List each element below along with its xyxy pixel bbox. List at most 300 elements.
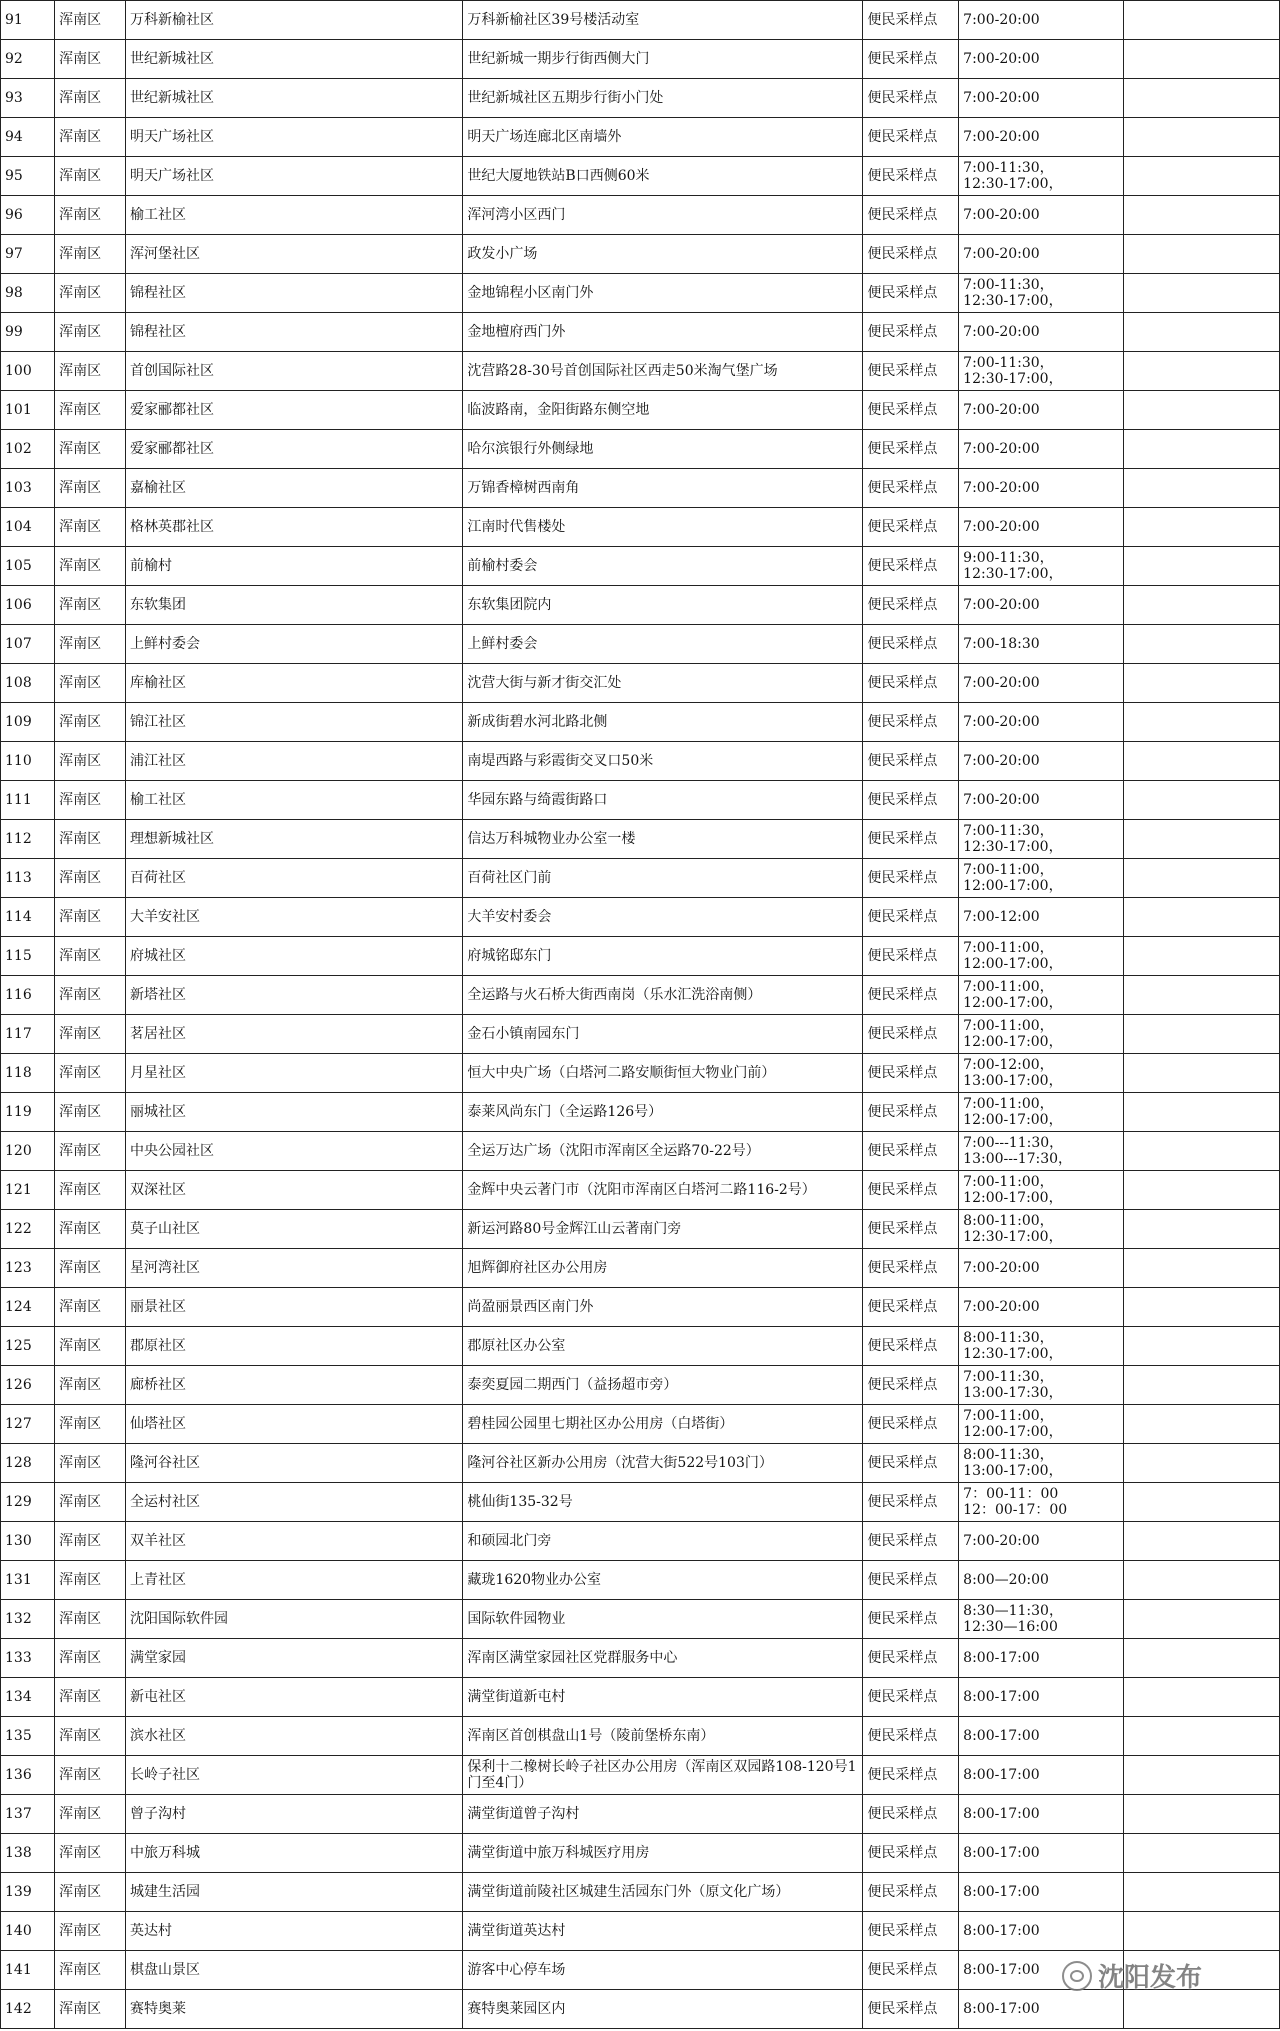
- row-number-cell: 139: [1, 1873, 55, 1912]
- community-cell: 世纪新城社区: [125, 79, 462, 118]
- district-cell: 浑南区: [55, 1756, 126, 1795]
- address-cell: 明天广场连廊北区南墙外: [463, 118, 863, 157]
- point-type-cell: 便民采样点: [863, 118, 959, 157]
- point-type-cell: 便民采样点: [863, 1171, 959, 1210]
- row-number-cell: 92: [1, 40, 55, 79]
- open-hours-cell: 8:00—20:00: [959, 1561, 1124, 1600]
- district-cell: 浑南区: [55, 430, 126, 469]
- remarks-cell: [1123, 1327, 1279, 1366]
- open-hours-cell: 7:00-20:00: [959, 1, 1124, 40]
- table-row: [1, 1015, 1280, 1054]
- table-row: [1, 1600, 1280, 1639]
- address-cell: 新成街碧水河北路北侧: [463, 703, 863, 742]
- row-number-cell: 105: [1, 547, 55, 586]
- open-hours-cell: 8:00-17:00: [959, 1834, 1124, 1873]
- open-hours-cell: 7:00-11:30， 12:30-17:00，: [959, 274, 1124, 313]
- open-hours-cell: 7:00-11:00， 12:00-17:00，: [959, 1015, 1124, 1054]
- row-number-cell: 140: [1, 1912, 55, 1951]
- community-cell: 锦江社区: [125, 703, 462, 742]
- open-hours-cell: 9:00-11:30， 12:30-17:00，: [959, 547, 1124, 586]
- district-cell: 浑南区: [55, 859, 126, 898]
- district-cell: 浑南区: [55, 625, 126, 664]
- remarks-cell: [1123, 1678, 1279, 1717]
- open-hours-cell: 7:00-20:00: [959, 235, 1124, 274]
- row-number-cell: 141: [1, 1951, 55, 1990]
- table-row: [1, 547, 1280, 586]
- district-cell: 浑南区: [55, 547, 126, 586]
- district-cell: 浑南区: [55, 898, 126, 937]
- district-cell: 浑南区: [55, 781, 126, 820]
- table-row: [1, 313, 1280, 352]
- watermark-text: 沈阳发布: [1098, 1963, 1203, 1993]
- point-type-cell: 便民采样点: [863, 1639, 959, 1678]
- table-row: [1, 1132, 1280, 1171]
- table-row: [1, 1366, 1280, 1405]
- row-number-cell: 116: [1, 976, 55, 1015]
- point-type-cell: 便民采样点: [863, 1210, 959, 1249]
- community-cell: 格林英郡社区: [125, 508, 462, 547]
- remarks-cell: [1123, 274, 1279, 313]
- district-cell: 浑南区: [55, 1951, 126, 1990]
- address-cell: 上鲜村委会: [463, 625, 863, 664]
- district-cell: 浑南区: [55, 1288, 126, 1327]
- address-cell: 隆河谷社区新办公用房（沈营大街522号103门）: [463, 1444, 863, 1483]
- community-cell: 上鲜村委会: [125, 625, 462, 664]
- community-cell: 万科新榆社区: [125, 1, 462, 40]
- district-cell: 浑南区: [55, 508, 126, 547]
- open-hours-cell: 7:00-11:00， 12:00-17:00，: [959, 1405, 1124, 1444]
- table-row: [1, 1756, 1280, 1795]
- community-cell: 棋盘山景区: [125, 1951, 462, 1990]
- address-cell: 世纪新城社区五期步行街小门处: [463, 79, 863, 118]
- remarks-cell: [1123, 1873, 1279, 1912]
- address-cell: 府城铭邸东门: [463, 937, 863, 976]
- row-number-cell: 134: [1, 1678, 55, 1717]
- community-cell: 满堂家园: [125, 1639, 462, 1678]
- row-number-cell: 142: [1, 1990, 55, 2029]
- address-cell: 满堂街道曾子沟村: [463, 1795, 863, 1834]
- table-row: [1, 235, 1280, 274]
- district-cell: 浑南区: [55, 313, 126, 352]
- point-type-cell: 便民采样点: [863, 1015, 959, 1054]
- row-number-cell: 124: [1, 1288, 55, 1327]
- district-cell: 浑南区: [55, 1171, 126, 1210]
- remarks-cell: [1123, 235, 1279, 274]
- open-hours-cell: 7:00-20:00: [959, 430, 1124, 469]
- community-cell: 新屯社区: [125, 1678, 462, 1717]
- district-cell: 浑南区: [55, 1600, 126, 1639]
- remarks-cell: [1123, 1795, 1279, 1834]
- point-type-cell: 便民采样点: [863, 937, 959, 976]
- community-cell: 浑河堡社区: [125, 235, 462, 274]
- table-row: [1, 469, 1280, 508]
- open-hours-cell: 7:00-11:00， 12:00-17:00，: [959, 1093, 1124, 1132]
- district-cell: 浑南区: [55, 1912, 126, 1951]
- table-body: [1, 1, 1280, 2029]
- district-cell: 浑南区: [55, 40, 126, 79]
- table-row: [1, 781, 1280, 820]
- row-number-cell: 100: [1, 352, 55, 391]
- remarks-cell: [1123, 1990, 1279, 2029]
- address-cell: 保利十二橡树长岭子社区办公用房（浑南区双园路108-120号1门至4门）: [463, 1756, 863, 1795]
- remarks-cell: [1123, 937, 1279, 976]
- table-row: [1, 1834, 1280, 1873]
- point-type-cell: 便民采样点: [863, 859, 959, 898]
- district-cell: 浑南区: [55, 703, 126, 742]
- point-type-cell: 便民采样点: [863, 196, 959, 235]
- table-row: [1, 859, 1280, 898]
- point-type-cell: 便民采样点: [863, 469, 959, 508]
- remarks-cell: [1123, 508, 1279, 547]
- open-hours-cell: 7:00-11:30， 13:00-17:30，: [959, 1366, 1124, 1405]
- open-hours-cell: 7:00-11:30， 12:30-17:00，: [959, 352, 1124, 391]
- row-number-cell: 96: [1, 196, 55, 235]
- community-cell: 双深社区: [125, 1171, 462, 1210]
- community-cell: 爱家郦都社区: [125, 391, 462, 430]
- district-cell: 浑南区: [55, 1795, 126, 1834]
- remarks-cell: [1123, 79, 1279, 118]
- community-cell: 明天广场社区: [125, 118, 462, 157]
- remarks-cell: [1123, 1561, 1279, 1600]
- row-number-cell: 117: [1, 1015, 55, 1054]
- community-cell: 大羊安社区: [125, 898, 462, 937]
- point-type-cell: 便民采样点: [863, 976, 959, 1015]
- district-cell: 浑南区: [55, 664, 126, 703]
- row-number-cell: 93: [1, 79, 55, 118]
- remarks-cell: [1123, 859, 1279, 898]
- community-cell: 赛特奥莱: [125, 1990, 462, 2029]
- community-cell: 月星社区: [125, 1054, 462, 1093]
- remarks-cell: [1123, 1171, 1279, 1210]
- point-type-cell: 便民采样点: [863, 79, 959, 118]
- remarks-cell: [1123, 196, 1279, 235]
- open-hours-cell: 7:00-20:00: [959, 508, 1124, 547]
- remarks-cell: [1123, 1015, 1279, 1054]
- open-hours-cell: 7:00-20:00: [959, 1522, 1124, 1561]
- table-row: [1, 976, 1280, 1015]
- community-cell: 上青社区: [125, 1561, 462, 1600]
- remarks-cell: [1123, 898, 1279, 937]
- open-hours-cell: 7:00-12:00， 13:00-17:00，: [959, 1054, 1124, 1093]
- community-cell: 丽景社区: [125, 1288, 462, 1327]
- address-cell: 恒大中央广场（白塔河二路安顺街恒大物业门前）: [463, 1054, 863, 1093]
- community-cell: 首创国际社区: [125, 352, 462, 391]
- table-row: [1, 1873, 1280, 1912]
- point-type-cell: 便民采样点: [863, 547, 959, 586]
- table-row: [1, 937, 1280, 976]
- point-type-cell: 便民采样点: [863, 1, 959, 40]
- address-cell: 泰奕夏园二期西门（益扬超市旁）: [463, 1366, 863, 1405]
- table-row: [1, 352, 1280, 391]
- row-number-cell: 121: [1, 1171, 55, 1210]
- address-cell: 大羊安村委会: [463, 898, 863, 937]
- community-cell: 莫子山社区: [125, 1210, 462, 1249]
- point-type-cell: 便民采样点: [863, 1600, 959, 1639]
- remarks-cell: [1123, 586, 1279, 625]
- row-number-cell: 130: [1, 1522, 55, 1561]
- point-type-cell: 便民采样点: [863, 703, 959, 742]
- remarks-cell: [1123, 1600, 1279, 1639]
- district-cell: 浑南区: [55, 1990, 126, 2029]
- open-hours-cell: 8:00-11:30， 13:00-17:00，: [959, 1444, 1124, 1483]
- address-cell: 赛特奥莱园区内: [463, 1990, 863, 2029]
- address-cell: 金石小镇南园东门: [463, 1015, 863, 1054]
- district-cell: 浑南区: [55, 937, 126, 976]
- row-number-cell: 118: [1, 1054, 55, 1093]
- point-type-cell: 便民采样点: [863, 1990, 959, 2029]
- table-row: [1, 1405, 1280, 1444]
- community-cell: 隆河谷社区: [125, 1444, 462, 1483]
- point-type-cell: 便民采样点: [863, 235, 959, 274]
- open-hours-cell: 7:00-11:00， 12:00-17:00，: [959, 976, 1124, 1015]
- table-row: [1, 1717, 1280, 1756]
- open-hours-cell: 7:00-20:00: [959, 703, 1124, 742]
- point-type-cell: 便民采样点: [863, 1717, 959, 1756]
- community-cell: 茗居社区: [125, 1015, 462, 1054]
- address-cell: 万科新榆社区39号楼活动室: [463, 1, 863, 40]
- district-cell: 浑南区: [55, 1, 126, 40]
- point-type-cell: 便民采样点: [863, 313, 959, 352]
- community-cell: 星河湾社区: [125, 1249, 462, 1288]
- point-type-cell: 便民采样点: [863, 1405, 959, 1444]
- point-type-cell: 便民采样点: [863, 1834, 959, 1873]
- address-cell: 和硕园北门旁: [463, 1522, 863, 1561]
- table-row: [1, 625, 1280, 664]
- row-number-cell: 106: [1, 586, 55, 625]
- open-hours-cell: 8:00-17:00: [959, 1678, 1124, 1717]
- open-hours-cell: 7:00-12:00: [959, 898, 1124, 937]
- address-cell: 百荷社区门前: [463, 859, 863, 898]
- remarks-cell: [1123, 430, 1279, 469]
- district-cell: 浑南区: [55, 586, 126, 625]
- point-type-cell: 便民采样点: [863, 1054, 959, 1093]
- table-row: [1, 1561, 1280, 1600]
- row-number-cell: 131: [1, 1561, 55, 1600]
- table-row: [1, 157, 1280, 196]
- district-cell: 浑南区: [55, 1444, 126, 1483]
- open-hours-cell: 7:00-20:00: [959, 1288, 1124, 1327]
- table-row: [1, 508, 1280, 547]
- point-type-cell: 便民采样点: [863, 1288, 959, 1327]
- address-cell: 满堂街道英达村: [463, 1912, 863, 1951]
- address-cell: 满堂街道前陵社区城建生活园东门外（原文化广场）: [463, 1873, 863, 1912]
- open-hours-cell: 7:00-11:30， 12:30-17:00，: [959, 820, 1124, 859]
- table-row: [1, 1, 1280, 40]
- address-cell: 满堂街道中旅万科城医疗用房: [463, 1834, 863, 1873]
- row-number-cell: 112: [1, 820, 55, 859]
- district-cell: 浑南区: [55, 391, 126, 430]
- open-hours-cell: 7:00-18:30: [959, 625, 1124, 664]
- open-hours-cell: 8:00-17:00: [959, 1795, 1124, 1834]
- district-cell: 浑南区: [55, 1483, 126, 1522]
- table-row: [1, 1171, 1280, 1210]
- address-cell: 旭辉御府社区办公用房: [463, 1249, 863, 1288]
- open-hours-cell: 8:30—11:30， 12:30—16:00: [959, 1600, 1124, 1639]
- community-cell: 双羊社区: [125, 1522, 462, 1561]
- address-cell: 政发小广场: [463, 235, 863, 274]
- address-cell: 沈营路28-30号首创国际社区西走50米淘气堡广场: [463, 352, 863, 391]
- row-number-cell: 138: [1, 1834, 55, 1873]
- address-cell: 南堤西路与彩霞街交叉口50米: [463, 742, 863, 781]
- table-row: [1, 1327, 1280, 1366]
- community-cell: 曾子沟村: [125, 1795, 462, 1834]
- table-row: [1, 40, 1280, 79]
- district-cell: 浑南区: [55, 1327, 126, 1366]
- row-number-cell: 107: [1, 625, 55, 664]
- watermark: [1062, 1957, 1202, 1994]
- address-cell: 世纪大厦地铁站B口西侧60米: [463, 157, 863, 196]
- open-hours-cell: 7:00-11:00， 12:00-17:00，: [959, 1171, 1124, 1210]
- point-type-cell: 便民采样点: [863, 1873, 959, 1912]
- district-cell: 浑南区: [55, 79, 126, 118]
- row-number-cell: 119: [1, 1093, 55, 1132]
- address-cell: 浑南区满堂家园社区党群服务中心: [463, 1639, 863, 1678]
- remarks-cell: [1123, 1, 1279, 40]
- point-type-cell: 便民采样点: [863, 1678, 959, 1717]
- point-type-cell: 便民采样点: [863, 40, 959, 79]
- open-hours-cell: 8:00-11:00， 12:30-17:00，: [959, 1210, 1124, 1249]
- open-hours-cell: 7：00-11：00 12：00-17：00: [959, 1483, 1124, 1522]
- open-hours-cell: 7:00-20:00: [959, 196, 1124, 235]
- remarks-cell: [1123, 1912, 1279, 1951]
- district-cell: 浑南区: [55, 1015, 126, 1054]
- table-row: [1, 391, 1280, 430]
- row-number-cell: 98: [1, 274, 55, 313]
- row-number-cell: 123: [1, 1249, 55, 1288]
- remarks-cell: [1123, 1834, 1279, 1873]
- remarks-cell: [1123, 157, 1279, 196]
- open-hours-cell: 7:00-11:00， 12:00-17:00，: [959, 937, 1124, 976]
- community-cell: 仙塔社区: [125, 1405, 462, 1444]
- open-hours-cell: 7:00-11:00， 12:00-17:00，: [959, 859, 1124, 898]
- district-cell: 浑南区: [55, 469, 126, 508]
- point-type-cell: 便民采样点: [863, 1444, 959, 1483]
- point-type-cell: 便民采样点: [863, 781, 959, 820]
- address-cell: 尚盈丽景西区南门外: [463, 1288, 863, 1327]
- district-cell: 浑南区: [55, 820, 126, 859]
- point-type-cell: 便民采样点: [863, 508, 959, 547]
- open-hours-cell: 7:00-20:00: [959, 781, 1124, 820]
- table-row: [1, 1249, 1280, 1288]
- community-cell: 廊桥社区: [125, 1366, 462, 1405]
- community-cell: 长岭子社区: [125, 1756, 462, 1795]
- row-number-cell: 113: [1, 859, 55, 898]
- address-cell: 碧桂园公园里七期社区办公用房（白塔街）: [463, 1405, 863, 1444]
- open-hours-cell: 7:00-20:00: [959, 40, 1124, 79]
- row-number-cell: 95: [1, 157, 55, 196]
- table-row: [1, 1093, 1280, 1132]
- table-row: [1, 1678, 1280, 1717]
- address-cell: 新运河路80号金辉江山云著南门旁: [463, 1210, 863, 1249]
- row-number-cell: 104: [1, 508, 55, 547]
- community-cell: 滨水社区: [125, 1717, 462, 1756]
- remarks-cell: [1123, 313, 1279, 352]
- community-cell: 明天广场社区: [125, 157, 462, 196]
- point-type-cell: 便民采样点: [863, 586, 959, 625]
- table-row: [1, 1639, 1280, 1678]
- row-number-cell: 103: [1, 469, 55, 508]
- remarks-cell: [1123, 703, 1279, 742]
- remarks-cell: [1123, 352, 1279, 391]
- point-type-cell: 便民采样点: [863, 1912, 959, 1951]
- row-number-cell: 137: [1, 1795, 55, 1834]
- remarks-cell: [1123, 118, 1279, 157]
- table-row: [1, 1444, 1280, 1483]
- table-row: [1, 79, 1280, 118]
- row-number-cell: 133: [1, 1639, 55, 1678]
- remarks-cell: [1123, 1054, 1279, 1093]
- remarks-cell: [1123, 1444, 1279, 1483]
- table-row: [1, 1795, 1280, 1834]
- district-cell: 浑南区: [55, 1717, 126, 1756]
- row-number-cell: 129: [1, 1483, 55, 1522]
- community-cell: 嘉榆社区: [125, 469, 462, 508]
- row-number-cell: 101: [1, 391, 55, 430]
- district-cell: 浑南区: [55, 1873, 126, 1912]
- district-cell: 浑南区: [55, 1366, 126, 1405]
- address-cell: 沈营大街与新才街交汇处: [463, 664, 863, 703]
- row-number-cell: 108: [1, 664, 55, 703]
- row-number-cell: 91: [1, 1, 55, 40]
- row-number-cell: 120: [1, 1132, 55, 1171]
- row-number-cell: 136: [1, 1756, 55, 1795]
- district-cell: 浑南区: [55, 235, 126, 274]
- table-row: [1, 664, 1280, 703]
- point-type-cell: 便民采样点: [863, 898, 959, 937]
- table-row: [1, 1990, 1280, 2029]
- address-cell: 金地檀府西门外: [463, 313, 863, 352]
- community-cell: 爱家郦都社区: [125, 430, 462, 469]
- open-hours-cell: 8:00-11:30， 12:30-17:00，: [959, 1327, 1124, 1366]
- open-hours-cell: 7:00-20:00: [959, 1249, 1124, 1288]
- address-cell: 浑南区首创棋盘山1号（陵前堡桥东南）: [463, 1717, 863, 1756]
- remarks-cell: [1123, 1756, 1279, 1795]
- district-cell: 浑南区: [55, 1054, 126, 1093]
- remarks-cell: [1123, 625, 1279, 664]
- remarks-cell: [1123, 1405, 1279, 1444]
- remarks-cell: [1123, 1093, 1279, 1132]
- remarks-cell: [1123, 1132, 1279, 1171]
- point-type-cell: 便民采样点: [863, 1951, 959, 1990]
- address-cell: 世纪新城一期步行街西侧大门: [463, 40, 863, 79]
- address-cell: 藏珑1620物业办公室: [463, 1561, 863, 1600]
- table-row: [1, 586, 1280, 625]
- table-row: [1, 430, 1280, 469]
- table-row: [1, 820, 1280, 859]
- remarks-cell: [1123, 1522, 1279, 1561]
- community-cell: 丽城社区: [125, 1093, 462, 1132]
- community-cell: 锦程社区: [125, 313, 462, 352]
- district-cell: 浑南区: [55, 1639, 126, 1678]
- table-row: [1, 274, 1280, 313]
- remarks-cell: [1123, 469, 1279, 508]
- open-hours-cell: 8:00-17:00: [959, 1873, 1124, 1912]
- address-cell: 金地锦程小区南门外: [463, 274, 863, 313]
- community-cell: 英达村: [125, 1912, 462, 1951]
- open-hours-cell: 7:00-20:00: [959, 118, 1124, 157]
- open-hours-cell: 8:00-17:00: [959, 1756, 1124, 1795]
- table-row: [1, 1912, 1280, 1951]
- district-cell: 浑南区: [55, 1522, 126, 1561]
- row-number-cell: 94: [1, 118, 55, 157]
- remarks-cell: [1123, 1483, 1279, 1522]
- address-cell: 泰莱风尚东门（全运路126号）: [463, 1093, 863, 1132]
- address-cell: 全运万达广场（沈阳市浑南区全运路70-22号）: [463, 1132, 863, 1171]
- row-number-cell: 122: [1, 1210, 55, 1249]
- point-type-cell: 便民采样点: [863, 1795, 959, 1834]
- point-type-cell: 便民采样点: [863, 820, 959, 859]
- community-cell: 新塔社区: [125, 976, 462, 1015]
